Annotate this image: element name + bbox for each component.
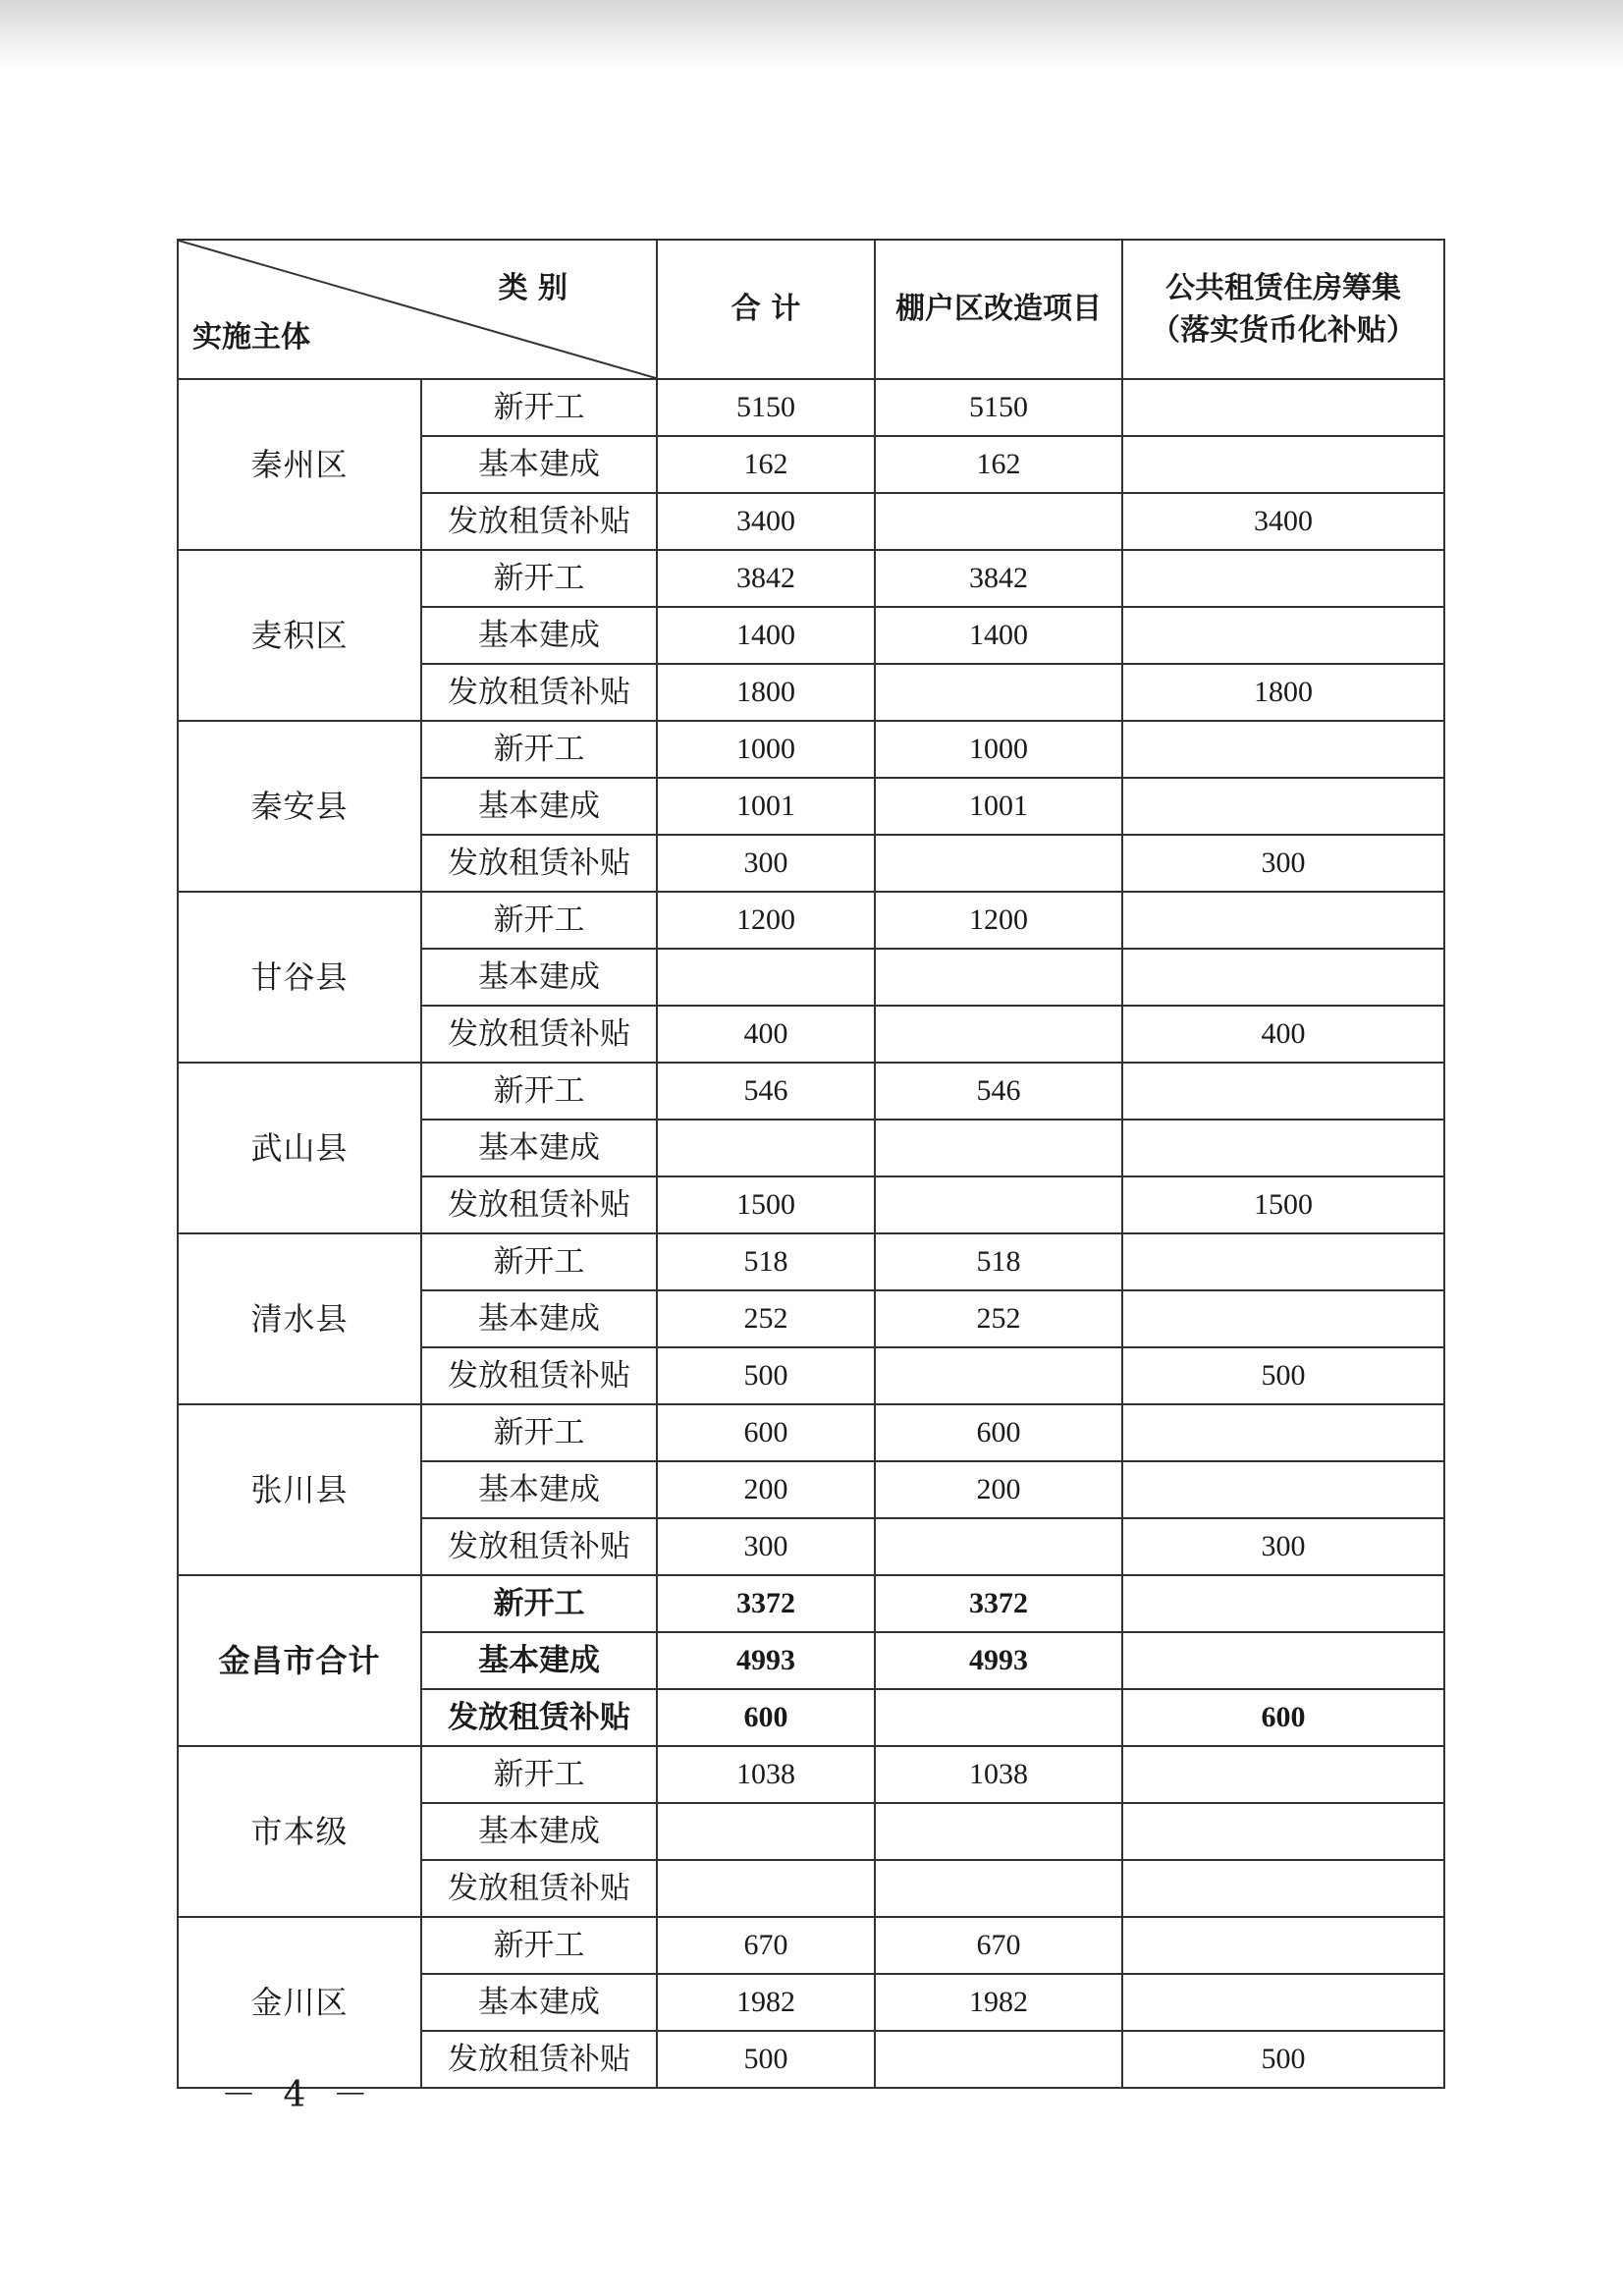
table-row — [178, 1404, 1444, 1461]
total-cell: 200 — [657, 1461, 875, 1518]
category-cell: 发放租赁补贴 — [421, 2031, 657, 2088]
table-row — [178, 1746, 1444, 1803]
category-cell: 发放租赁补贴 — [421, 493, 657, 550]
shed-renovation-cell: 546 — [875, 1063, 1122, 1120]
table-row — [178, 1233, 1444, 1290]
total-cell — [657, 1120, 875, 1176]
total-cell — [657, 1803, 875, 1860]
unit-name-cell: 秦安县 — [178, 721, 421, 892]
total-cell: 1001 — [657, 778, 875, 835]
header-public-rental — [1122, 240, 1444, 379]
shed-renovation-cell — [875, 2031, 1122, 2088]
total-cell: 600 — [657, 1689, 875, 1746]
shed-renovation-cell: 1000 — [875, 721, 1122, 778]
category-cell: 发放租赁补贴 — [421, 664, 657, 721]
shed-renovation-cell: 162 — [875, 436, 1122, 493]
shed-renovation-cell — [875, 1860, 1122, 1917]
category-cell: 新开工 — [421, 1917, 657, 1974]
table-row — [178, 379, 1444, 436]
header-public-rental-line2: （落实货币化补贴） — [1151, 313, 1416, 348]
total-cell — [657, 949, 875, 1006]
shed-renovation-cell: 1982 — [875, 1974, 1122, 2031]
shed-renovation-cell: 670 — [875, 1917, 1122, 1974]
public-rental-cell: 500 — [1122, 2031, 1444, 2088]
document-page — [177, 239, 1443, 2089]
diagonal-header-cell — [178, 240, 657, 379]
unit-name-cell: 张川县 — [178, 1404, 421, 1575]
category-cell: 基本建成 — [421, 607, 657, 664]
shed-renovation-cell — [875, 949, 1122, 1006]
total-cell: 252 — [657, 1290, 875, 1347]
public-rental-cell: 500 — [1122, 1347, 1444, 1404]
total-cell — [657, 1860, 875, 1917]
public-rental-cell — [1122, 1233, 1444, 1290]
public-rental-cell — [1122, 1917, 1444, 1974]
public-rental-cell: 400 — [1122, 1006, 1444, 1063]
total-cell: 1982 — [657, 1974, 875, 2031]
table-body — [178, 379, 1444, 2088]
table-row — [178, 721, 1444, 778]
shed-renovation-cell — [875, 1176, 1122, 1233]
total-cell: 3400 — [657, 493, 875, 550]
category-cell: 新开工 — [421, 1063, 657, 1120]
unit-name-cell: 武山县 — [178, 1063, 421, 1233]
public-rental-cell — [1122, 1290, 1444, 1347]
category-cell: 新开工 — [421, 892, 657, 949]
category-cell: 发放租赁补贴 — [421, 1006, 657, 1063]
total-cell: 1500 — [657, 1176, 875, 1233]
unit-name-cell: 秦州区 — [178, 379, 421, 550]
shed-renovation-cell — [875, 493, 1122, 550]
unit-name-cell: 金川区 — [178, 1917, 421, 2088]
public-rental-cell: 3400 — [1122, 493, 1444, 550]
total-cell: 1000 — [657, 721, 875, 778]
public-rental-cell — [1122, 1575, 1444, 1632]
table-row — [178, 550, 1444, 607]
public-rental-cell — [1122, 1120, 1444, 1176]
shed-renovation-cell: 4993 — [875, 1632, 1122, 1689]
total-cell: 3372 — [657, 1575, 875, 1632]
public-rental-cell — [1122, 436, 1444, 493]
total-cell: 4993 — [657, 1632, 875, 1689]
shed-renovation-cell — [875, 1689, 1122, 1746]
scan-top-shadow — [0, 0, 1623, 69]
statistics-table — [177, 239, 1445, 2089]
total-cell: 518 — [657, 1233, 875, 1290]
public-rental-cell: 600 — [1122, 1689, 1444, 1746]
total-cell: 400 — [657, 1006, 875, 1063]
public-rental-cell — [1122, 1860, 1444, 1917]
public-rental-cell — [1122, 949, 1444, 1006]
category-cell: 基本建成 — [421, 778, 657, 835]
category-cell: 新开工 — [421, 721, 657, 778]
total-cell: 600 — [657, 1404, 875, 1461]
header-unit-label: 实施主体 — [192, 320, 310, 355]
public-rental-cell: 1800 — [1122, 664, 1444, 721]
table-row — [178, 1917, 1444, 1974]
category-cell: 基本建成 — [421, 1974, 657, 2031]
category-cell: 新开工 — [421, 379, 657, 436]
category-cell: 新开工 — [421, 1404, 657, 1461]
category-cell: 发放租赁补贴 — [421, 1518, 657, 1575]
public-rental-cell — [1122, 607, 1444, 664]
public-rental-cell — [1122, 379, 1444, 436]
category-cell: 基本建成 — [421, 1803, 657, 1860]
table-header-row — [178, 240, 1444, 379]
header-category-label: 类 别 — [498, 271, 568, 305]
total-cell: 300 — [657, 835, 875, 892]
total-cell: 162 — [657, 436, 875, 493]
category-cell: 发放租赁补贴 — [421, 1860, 657, 1917]
shed-renovation-cell: 3372 — [875, 1575, 1122, 1632]
page-number: － 4 － — [221, 2075, 376, 2115]
category-cell: 新开工 — [421, 1233, 657, 1290]
public-rental-cell — [1122, 1632, 1444, 1689]
public-rental-cell — [1122, 1746, 1444, 1803]
shed-renovation-cell: 1001 — [875, 778, 1122, 835]
total-cell: 1800 — [657, 664, 875, 721]
shed-renovation-cell: 1400 — [875, 607, 1122, 664]
shed-renovation-cell — [875, 1006, 1122, 1063]
total-cell: 1038 — [657, 1746, 875, 1803]
public-rental-cell — [1122, 721, 1444, 778]
public-rental-cell — [1122, 1063, 1444, 1120]
public-rental-cell — [1122, 550, 1444, 607]
public-rental-cell — [1122, 1404, 1444, 1461]
category-cell: 发放租赁补贴 — [421, 1176, 657, 1233]
shed-renovation-cell — [875, 1347, 1122, 1404]
category-cell: 基本建成 — [421, 436, 657, 493]
public-rental-cell — [1122, 892, 1444, 949]
public-rental-cell — [1122, 1803, 1444, 1860]
public-rental-cell — [1122, 1461, 1444, 1518]
category-cell: 新开工 — [421, 550, 657, 607]
public-rental-cell — [1122, 1974, 1444, 2031]
public-rental-cell — [1122, 778, 1444, 835]
category-cell: 基本建成 — [421, 1290, 657, 1347]
shed-renovation-cell — [875, 1803, 1122, 1860]
public-rental-cell: 300 — [1122, 1518, 1444, 1575]
shed-renovation-cell: 1038 — [875, 1746, 1122, 1803]
header-public-rental-line1: 公共租赁住房筹集 — [1165, 270, 1401, 305]
total-cell: 1200 — [657, 892, 875, 949]
shed-renovation-cell: 5150 — [875, 379, 1122, 436]
shed-renovation-cell — [875, 835, 1122, 892]
total-cell: 500 — [657, 1347, 875, 1404]
shed-renovation-cell: 1200 — [875, 892, 1122, 949]
unit-name-cell: 市本级 — [178, 1746, 421, 1917]
shed-renovation-cell: 252 — [875, 1290, 1122, 1347]
category-cell: 发放租赁补贴 — [421, 1689, 657, 1746]
total-cell: 500 — [657, 2031, 875, 2088]
diagonal-line — [179, 241, 656, 378]
table-row — [178, 1575, 1444, 1632]
category-cell: 基本建成 — [421, 1632, 657, 1689]
header-shed-renovation: 棚户区改造项目 — [875, 240, 1122, 379]
total-cell: 300 — [657, 1518, 875, 1575]
shed-renovation-cell: 3842 — [875, 550, 1122, 607]
category-cell: 基本建成 — [421, 1461, 657, 1518]
category-cell: 新开工 — [421, 1575, 657, 1632]
total-cell: 5150 — [657, 379, 875, 436]
public-rental-cell: 300 — [1122, 835, 1444, 892]
total-cell: 546 — [657, 1063, 875, 1120]
shed-renovation-cell: 600 — [875, 1404, 1122, 1461]
shed-renovation-cell — [875, 1120, 1122, 1176]
shed-renovation-cell: 518 — [875, 1233, 1122, 1290]
table-row — [178, 892, 1444, 949]
shed-renovation-cell: 200 — [875, 1461, 1122, 1518]
category-cell: 新开工 — [421, 1746, 657, 1803]
unit-name-cell: 甘谷县 — [178, 892, 421, 1063]
shed-renovation-cell — [875, 1518, 1122, 1575]
unit-name-cell: 金昌市合计 — [178, 1575, 421, 1746]
shed-renovation-cell — [875, 664, 1122, 721]
total-cell: 1400 — [657, 607, 875, 664]
table-row — [178, 1063, 1444, 1120]
total-cell: 3842 — [657, 550, 875, 607]
public-rental-cell: 1500 — [1122, 1176, 1444, 1233]
category-cell: 发放租赁补贴 — [421, 1347, 657, 1404]
category-cell: 基本建成 — [421, 1120, 657, 1176]
total-cell: 670 — [657, 1917, 875, 1974]
unit-name-cell: 清水县 — [178, 1233, 421, 1404]
category-cell: 发放租赁补贴 — [421, 835, 657, 892]
header-total: 合 计 — [657, 240, 875, 379]
unit-name-cell: 麦积区 — [178, 550, 421, 721]
category-cell: 基本建成 — [421, 949, 657, 1006]
